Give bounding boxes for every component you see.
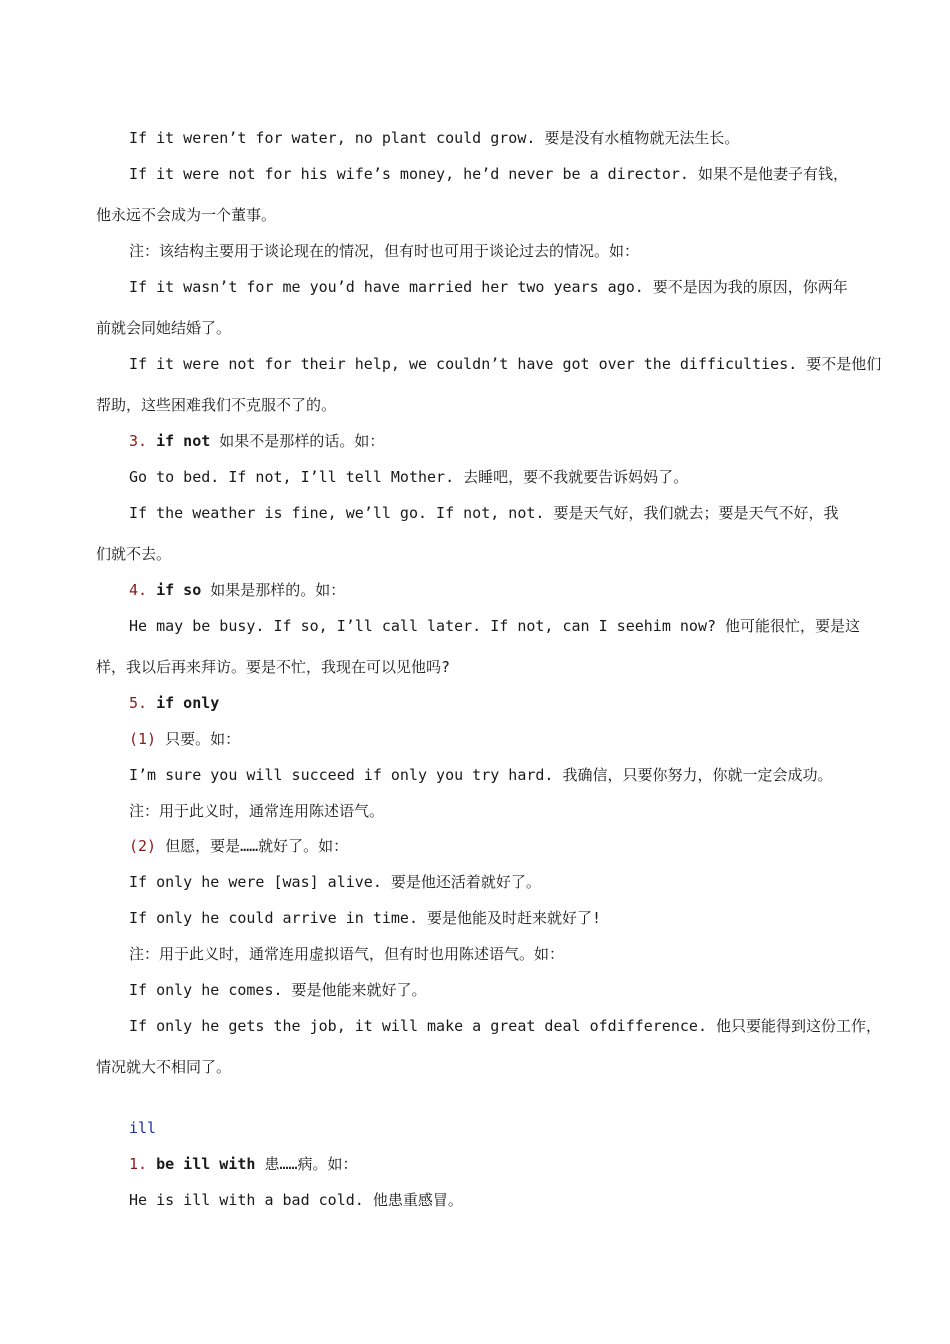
text-line: 样，我以后再来拜访。要是不忙，我现在可以见他吗? [96, 658, 451, 676]
text-line: If it weren’t for water, no plant could grow. 要是没有水植物就无法生长。 [129, 129, 740, 147]
keyword: if not [156, 432, 211, 450]
section-heading-be-ill-with [129, 1154, 358, 1174]
note-line: 注：该结构主要用于谈论现在的情况，但有时也可用于谈论过去的情况。如： [129, 242, 640, 260]
keyword: be ill with [156, 1155, 256, 1173]
item-number: 1. [129, 1155, 148, 1173]
text-line: He is ill with a bad cold. 他患重感冒。 [129, 1191, 463, 1209]
definition: 如果不是那样的话。如： [210, 432, 385, 450]
section-heading-if-so [129, 580, 345, 600]
text-line: 帮助，这些困难我们不克服不了的。 [96, 396, 337, 414]
keyword: if only [156, 694, 220, 712]
text-line: If only he could arrive in time. 要是他能及时赶来就好了! [129, 909, 602, 927]
item-number: 5. [129, 694, 148, 712]
keyword: if so [156, 581, 202, 599]
text-line: If only he comes. 要是他能来就好了。 [129, 981, 427, 999]
text-line: If only he gets the job, it will make a great deal ofdifference. 他只要能得到这份工作， [129, 1017, 882, 1035]
note-line: 注：用于此义时，通常连用陈述语气。 [129, 802, 385, 820]
item-number: 3. [129, 432, 148, 450]
text-line: He may be busy. If so, I’ll call later. If not, can I seehim now? 他可能很忙，要是这 [129, 617, 861, 635]
text-line: 情况就大不相同了。 [96, 1058, 232, 1076]
text-line: I’m sure you will succeed if only you try hard. 我确信，只要你努力，你就一定会成功。 [129, 766, 833, 784]
section-heading-if-only [129, 693, 219, 713]
text-line: If it were not for their help, we couldn’t have got over the difficulties. 要不是他们 [129, 355, 882, 373]
definition: 如果是那样的。如： [201, 581, 346, 599]
sub-number: (2) [129, 837, 157, 855]
text-line: If it wasn’t for me you’d have married her two years ago. 要不是因为我的原因，你两年 [129, 278, 848, 296]
text-line: 他永远不会成为一个董事。 [96, 206, 277, 224]
definition: 患……病。如： [255, 1155, 358, 1173]
text-line: If only he were [was] alive. 要是他还活着就好了。 [129, 873, 541, 891]
entry-heading-ill: ill [129, 1119, 157, 1137]
definition: 但愿，要是……就好了。如： [156, 837, 349, 855]
definition: 只要。如： [156, 730, 241, 748]
section-heading-if-not [129, 431, 384, 451]
text-line: If the weather is fine, we’ll go. If not, not. 要是天气好，我们就去；要是天气不好，我 [129, 504, 839, 522]
sub-heading-2 [129, 836, 348, 856]
text-line: If it were not for his wife’s money, he’d never be a director. 如果不是他妻子有钱， [129, 165, 848, 183]
text-line: 们就不去。 [96, 545, 172, 563]
item-number: 4. [129, 581, 148, 599]
text-line: Go to bed. If not, I’ll tell Mother. 去睡吧，要不我就要告诉妈妈了。 [129, 468, 689, 486]
note-line: 注：用于此义时，通常连用虚拟语气，但有时也用陈述语气。如： [129, 945, 565, 963]
text-line: 前就会同她结婚了。 [96, 319, 232, 337]
sub-heading-1 [129, 729, 240, 749]
sub-number: (1) [129, 730, 157, 748]
